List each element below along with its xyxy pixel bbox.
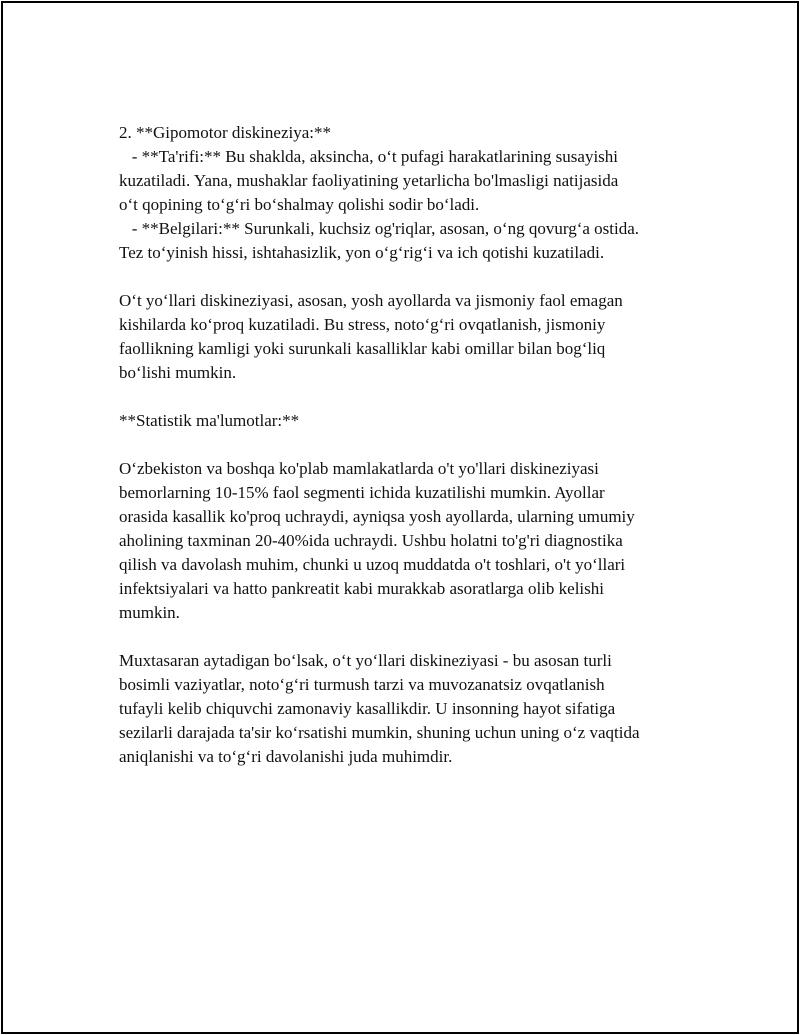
- text-line: - **Ta'rifi:** Bu shaklda, aksincha, o‘t pufagi harakatlarining susayishi: [119, 147, 619, 166]
- text-line: bosimli vaziyatlar, noto‘g‘ri turmush tarzi va muvozanatsiz ovqatlanish: [119, 675, 605, 694]
- text-line: O‘zbekiston va boshqa ko'plab mamlakatlarda o't yo'llari diskineziyasi: [119, 459, 599, 478]
- text-line: Tez to‘yinish hissi, ishtahasizlik, yon o‘g‘rig‘i va ich qotishi kuzatiladi.: [119, 243, 605, 262]
- text-line: Muxtasaran aytadigan bo‘lsak, o‘t yo‘llari diskineziyasi - bu asosan turli: [119, 651, 612, 670]
- text-line: mumkin.: [119, 603, 180, 622]
- text-line: O‘t yo‘llari diskineziyasi, asosan, yosh ayollarda va jismoniy faol emagan: [119, 291, 623, 310]
- paragraph-gap: [119, 265, 699, 289]
- text-line: sezilarli darajada ta'sir ko‘rsatishi mumkin, shuning uchun uning o‘z vaqtida: [119, 723, 640, 742]
- text-line: qilish va davolash muhim, chunki u uzoq muddatda o't toshlari, o't yo‘llari: [119, 555, 626, 574]
- text-line: aniqlanishi va to‘g‘ri davolanishi juda muhimdir.: [119, 747, 453, 766]
- text-line: orasida kasallik ko'proq uchraydi, ayniqsa yosh ayollarda, ularning umumiy: [119, 507, 635, 526]
- text-line: aholining taxminan 20-40%ida uchraydi. Ushbu holatni to'g'ri diagnostika: [119, 531, 623, 550]
- text-line: kuzatiladi. Yana, mushaklar faoliyatining yetarlicha bo'lmasligi natijasida: [119, 171, 619, 190]
- document-body: [119, 121, 699, 769]
- document-page: [1, 1, 799, 1034]
- text-line: - **Belgilari:** Surunkali, kuchsiz og'riqlar, asosan, o‘ng qovurg‘a ostida.: [119, 219, 640, 238]
- text-line: o‘t qopining to‘g‘ri bo‘shalmay qolishi sodir bo‘ladi.: [119, 195, 480, 214]
- text-line: kishilarda ko‘proq kuzatiladi. Bu stress, noto‘g‘ri ovqatlanish, jismoniy: [119, 315, 606, 334]
- text-line: bo‘lishi mumkin.: [119, 363, 237, 382]
- text-line: infektsiyalari va hatto pankreatit kabi murakkab asoratlarga olib kelishi: [119, 579, 604, 598]
- paragraph-gap: [119, 385, 699, 409]
- paragraph-gap: [119, 433, 699, 457]
- section-heading: **Statistik ma'lumotlar:**: [119, 411, 300, 430]
- text-line: faollikning kamligi yoki surunkali kasalliklar kabi omillar bilan bog‘liq: [119, 339, 606, 358]
- text-line: 2. **Gipomotor diskineziya:**: [119, 123, 332, 142]
- text-line: bemorlarning 10-15% faol segmenti ichida kuzatilishi mumkin. Ayollar: [119, 483, 605, 502]
- text-line: tufayli kelib chiquvchi zamonaviy kasallikdir. U insonning hayot sifatiga: [119, 699, 616, 718]
- paragraph-gap: [119, 625, 699, 649]
